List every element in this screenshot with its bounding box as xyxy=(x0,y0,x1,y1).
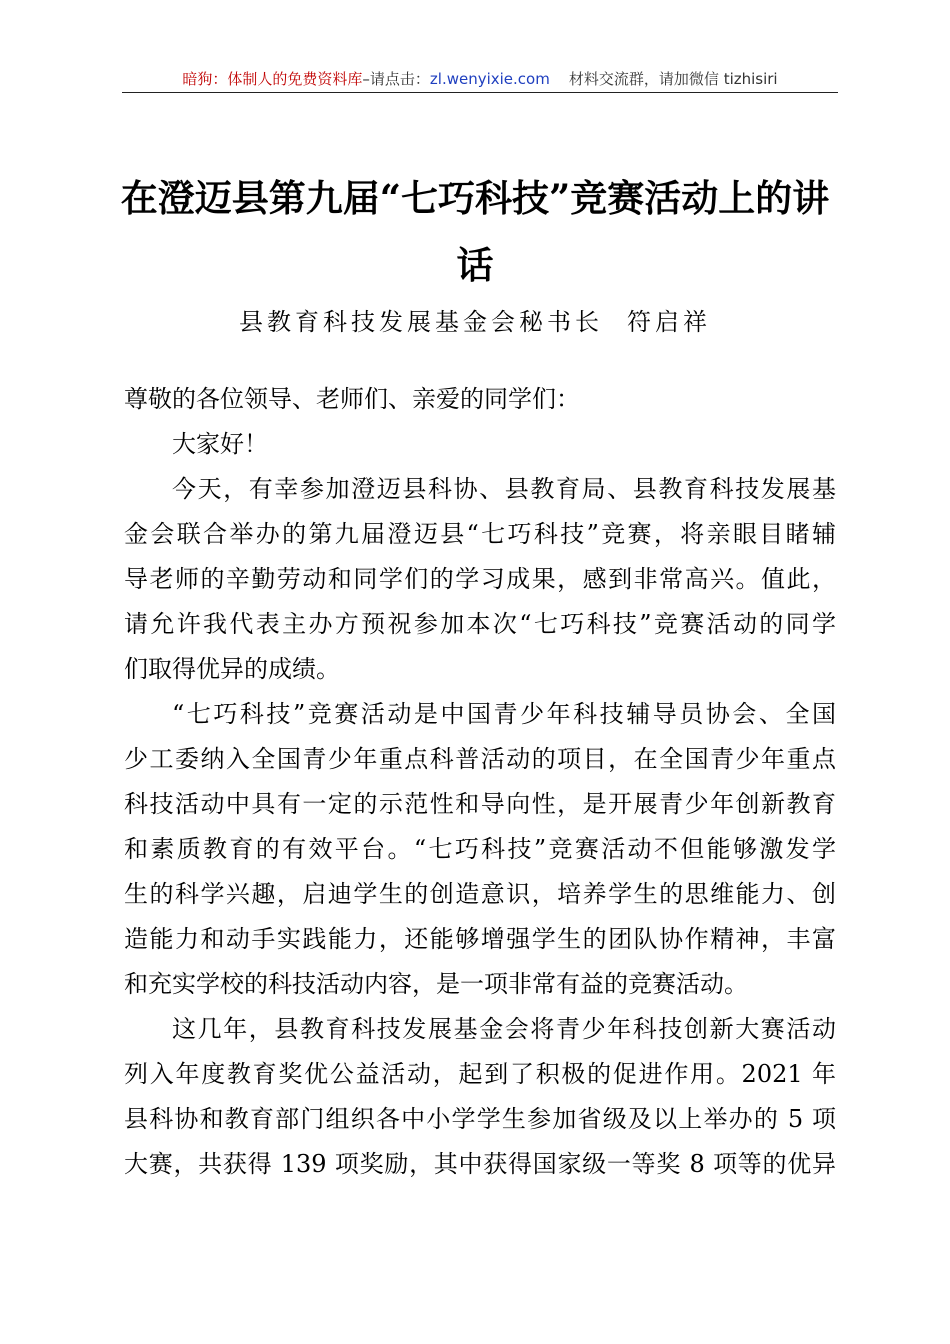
paragraph-line: 造能力和动手实践能力，还能够增强学生的团队协作精神，丰富 xyxy=(124,925,836,953)
salutation: 尊敬的各位领导、老师们、亲爱的同学们： xyxy=(124,385,580,413)
header-banner xyxy=(122,66,838,93)
paragraph-line: 列入年度教育奖优公益活动，起到了积极的促进作用。2021 年 xyxy=(124,1060,836,1088)
paragraph-line: 金会联合举办的第九届澄迈县“七巧科技”竞赛，将亲眼目睹辅 xyxy=(124,520,836,548)
paragraph-line: 们取得优异的成绩。 xyxy=(124,655,340,683)
paragraph-line: 科技活动中具有一定的示范性和导向性，是开展青少年创新教育 xyxy=(124,790,836,818)
paragraph-line: 县科协和教育部门组织各中小学学生参加省级及以上举办的 5 项 xyxy=(124,1105,836,1133)
paragraph-line: 少工委纳入全国青少年重点科普活动的项目，在全国青少年重点 xyxy=(124,745,836,773)
paragraph-line: 和充实学校的科技活动内容，是一项非常有益的竞赛活动。 xyxy=(124,970,748,998)
byline-position: 县教育科技发展基金会秘书长 xyxy=(239,308,603,336)
paragraph-line: 请允许我代表主办方预祝参加本次“七巧科技”竞赛活动的同学 xyxy=(124,610,836,638)
title-line-1: 在澄迈县第九届“七巧科技”竞赛活动上的讲 xyxy=(120,176,830,220)
paragraph-line: 大赛，共获得 139 项奖励，其中获得国家级一等奖 8 项等的优异 xyxy=(124,1150,836,1178)
title-line-2: 话 xyxy=(456,243,494,287)
paragraph-line: “七巧科技”竞赛活动是中国青少年科技辅导员协会、全国 xyxy=(172,700,836,728)
header-cta: –请点击： xyxy=(362,70,430,88)
paragraph-line: 和素质教育的有效平台。“七巧科技”竞赛活动不但能够激发学 xyxy=(124,835,836,863)
header-link[interactable]: zl.wenyixie.com xyxy=(429,70,550,88)
greeting: 大家好！ xyxy=(172,430,268,458)
header-group-note: 材料交流群，请加微信 tizhisiri xyxy=(568,70,778,88)
header-prefix: 暗狗：体制人的免费资料库 xyxy=(182,70,363,88)
byline xyxy=(0,302,950,342)
paragraph-line: 导老师的辛勤劳动和同学们的学习成果，感到非常高兴。值此， xyxy=(124,565,836,593)
paragraph-line: 今天，有幸参加澄迈县科协、县教育局、县教育科技发展基 xyxy=(172,475,836,503)
byline-name: 符启祥 xyxy=(627,308,711,336)
paragraph-line: 生的科学兴趣，启迪学生的创造意识，培养学生的思维能力、创 xyxy=(124,880,836,908)
paragraph-line: 这几年，县教育科技发展基金会将青少年科技创新大赛活动 xyxy=(172,1015,836,1043)
